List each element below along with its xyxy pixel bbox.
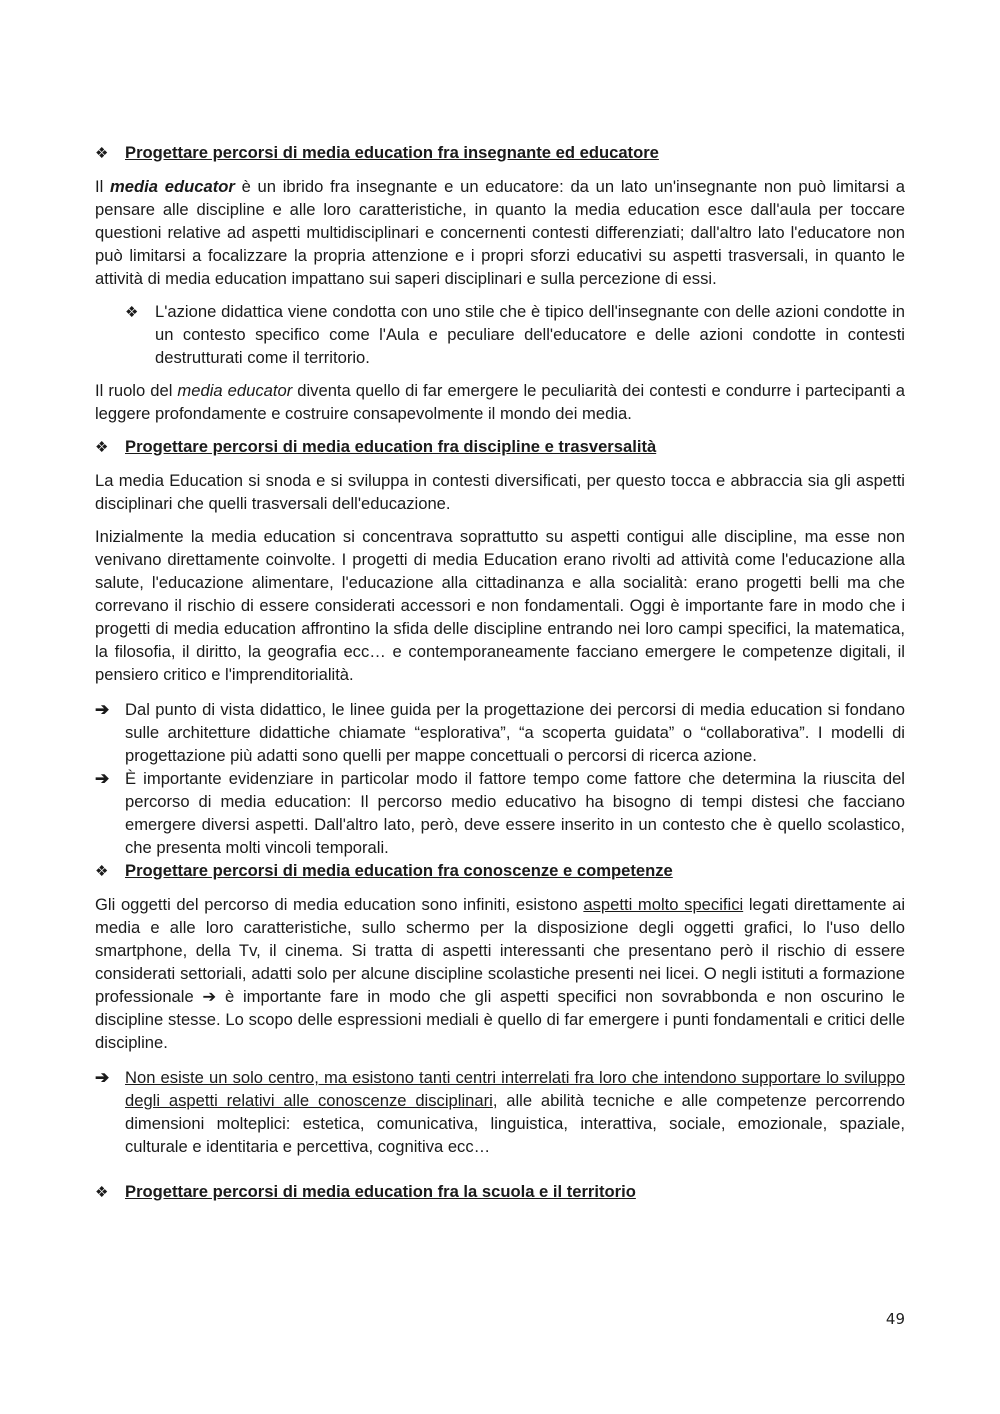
- diamond-bullet-icon: ❖: [95, 145, 109, 162]
- diamond-bullet-icon: ❖: [95, 863, 109, 880]
- inline-arrow-icon: ➔: [202, 987, 217, 1006]
- diamond-bullet-icon: ❖: [95, 1184, 109, 1201]
- arrow-list: [95, 698, 905, 859]
- arrow-list-item: [95, 767, 905, 859]
- diamond-bullet-icon: ❖: [125, 304, 139, 321]
- page-number: 49: [885, 1310, 905, 1328]
- arrow-list: [95, 1066, 905, 1158]
- section-heading-discipline-trasversalita: [95, 435, 905, 459]
- arrow-item-text: È importante evidenziare in particolar modo il fattore tempo come fattore che determina la riuscita del percorso di media education: Il percorso medio educativo ha bisogno di tempi distesi che facciano emergere diversi aspetti. Dall'altro lato, però, deve essere inserito in un contesto che è quello scolastico, che presenta molti vincoli temporali.: [125, 769, 905, 857]
- arrow-item-text: Dal punto di vista didattico, le linee guida per la progettazione dei percorsi di media education si fondano sulle architetture didattiche chiamate “esplorativa”, “a scoperta guidata” o “collaborativa”. I modelli di progettazione più adatti sono quelli per mappe concettuali o percorsi di ricerca azione.: [125, 700, 905, 765]
- document-page: [95, 141, 905, 1214]
- sub-bullet-item: [125, 300, 905, 369]
- paragraph: Il ruolo del media educator diventa quello di far emergere le peculiarità dei contesti e condurre i partecipanti a leggere profondamente e costruire consapevolmente il mondo dei media.: [95, 381, 905, 423]
- paragraph: Inizialmente la media education si concentrava soprattutto su aspetti contigui alle discipline, ma esse non venivano direttamente coinvolte. I progetti di media Education erano rivolti ad attività come l'educazione alla salute, l'educazione alimentare, l'educazione alla cittadinanza e alla socialità: erano progetti belli ma che correvano il rischio di essere considerati accessori e non fondamentali. Oggi è importante fare in modo che i progetti di media education affrontino la sfida delle discipline entrando nei loro campi specifici, la matematica, la filosofia, il diritto, la geografia ecc… e contemporaneamente facciano emergere le competenze digitali, il pensiero critico e l'imprenditorialità.: [95, 527, 905, 684]
- arrow-item-text: Non esiste un solo centro, ma esistono tanti centri interrelati fra loro che intendono supportare lo sviluppo degli aspetti relativi alle conoscenze disciplinari, alle abilità tecniche e alle competenze percorrendo dimensioni molteplici: estetica, comunicativa, linguistica, interattiva, sociale, emozionale, spaziale, culturale e identitaria e percettiva, cognitiva ecc…: [125, 1068, 906, 1156]
- arrow-right-icon: ➔: [95, 1068, 110, 1087]
- paragraph: Il media educator è un ibrido fra insegnante e un educatore: da un lato un'insegnante non può limitarsi a pensare alle discipline e alle loro caratteristiche, in quanto la media education esce dall'aula per toccare questioni relative ad aspetti multidisciplinari e concernenti contesti differenziati; dall'altro lato l'educatore non può limitarsi a focalizzare la propria attenzione e i propri sforzi educativi su aspetti trasversali, in quanto le attività di media education impattano sui saperi disciplinari e sulla percezione di essi.: [95, 177, 905, 288]
- underlined-phrase: Non esiste un solo centro, ma esistono tanti centri interrelati fra loro che intendono supportare lo sviluppo degli aspetti relativi alle conoscenze disciplinari: [125, 1068, 905, 1110]
- paragraph: Gli oggetti del percorso di media education sono infiniti, esistono aspetti molto specifici legati direttamente ai media e alle loro caratteristiche, sullo schermo per la disposizione degli oggetti grafici, lo l'uso dello smartphone, della Tv, il cinema. Si tratta di aspetti interessanti che presentano però il rischio di essere considerati settoriali, adatti solo per alcune discipline scolastiche presenti nei licei. O negli istituti a formazione professionale ➔ è importante fare in modo che gli aspetti specifici non sovrabbonda e non oscurino le discipline stesse. Lo scopo delle espressioni mediali è quello di far emergere i punti fondamentali e critici delle discipline.: [95, 895, 906, 1052]
- emphasis-term: media educator: [177, 381, 293, 400]
- section-heading-insegnante-educatore: [95, 141, 905, 165]
- section-title: Progettare percorsi di media education fra conoscenze e competenze: [125, 861, 673, 880]
- arrow-list-item: [95, 1066, 905, 1158]
- diamond-bullet-icon: ❖: [95, 439, 109, 456]
- paragraph: La media Education si snoda e si sviluppa in contesti diversificati, per questo tocca e abbraccia sia gli aspetti disciplinari che quelli trasversali dell'educazione.: [95, 471, 905, 513]
- arrow-right-icon: ➔: [95, 769, 110, 788]
- section-title: Progettare percorsi di media education fra insegnante ed educatore: [125, 143, 659, 162]
- arrow-list-item: [95, 698, 905, 767]
- section-title: Progettare percorsi di media education fra discipline e trasversalità: [125, 437, 657, 456]
- sub-bullet-text: L'azione didattica viene condotta con uno stile che è tipico dell'insegnante con delle azioni condotte in un contesto specifico come l'Aula e peculiare dell'educatore e delle azioni condotte in contesti destrutturati come il territorio.: [155, 302, 905, 367]
- section-heading-scuola-territorio: [95, 1180, 905, 1204]
- section-title: Progettare percorsi di media education fra la scuola e il territorio: [125, 1182, 636, 1201]
- arrow-right-icon: ➔: [95, 700, 110, 719]
- underlined-phrase: aspetti molto specifici: [583, 895, 744, 914]
- emphasis-term: media educator: [110, 177, 235, 196]
- section-heading-conoscenze-competenze: [95, 859, 905, 883]
